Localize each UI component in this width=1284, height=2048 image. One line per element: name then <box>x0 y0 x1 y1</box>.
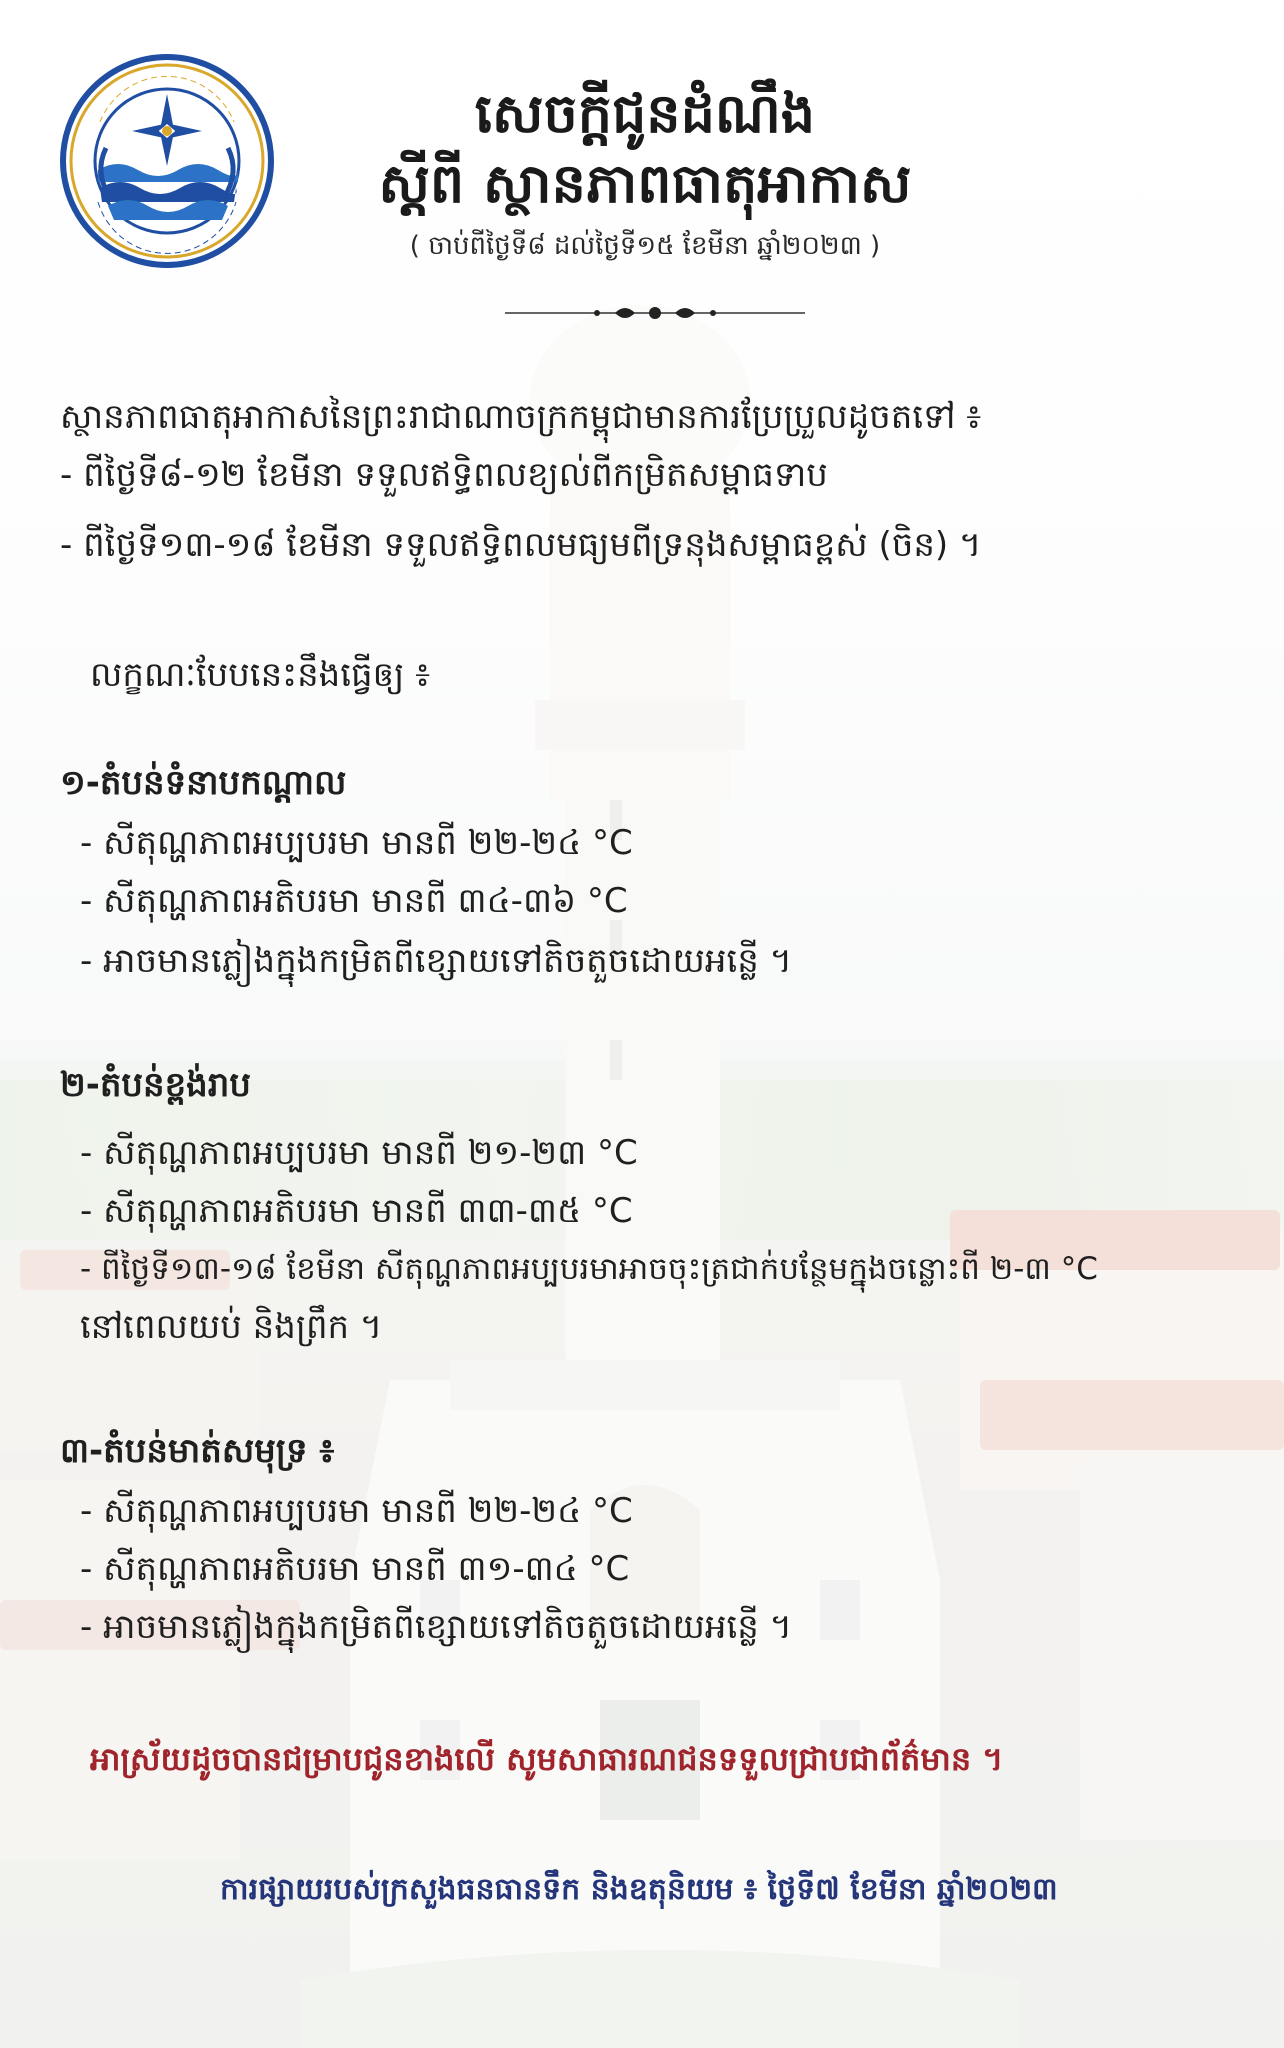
region-heading: ៣-តំបន់មាត់សមុទ្រ ៖ <box>60 1431 335 1471</box>
publication-footer: ការផ្សាយរបស់ក្រសួងធនធានទឹក និងឧតុនិយម ៖ ថ្ងៃទី៧ ខែមីនា ឆ្នាំ២០២៣ <box>220 1872 1058 1907</box>
region-item: - អាចមានភ្លៀងក្នុងកម្រិតពីខ្សោយទៅតិចតួចដោយអន្លើ ។ <box>80 941 793 981</box>
ministry-logo <box>58 52 276 270</box>
intro-line: លក្ខណៈបែបនេះនឹងធ្វើឲ្យ ៖ <box>90 655 431 695</box>
date-range: ( ចាប់ពីថ្ងៃទី៨ ដល់ថ្ងៃទី១៥ ខែមីនា ឆ្នាំ២០២៣ ) <box>409 231 881 261</box>
region-item: - សីតុណ្ហភាពអប្បបរមា មានពី ២១-២៣ °C <box>80 1133 638 1173</box>
region-item: - សីតុណ្ហភាពអតិបរមា មានពី ៣៤-៣៦ °C <box>80 881 628 921</box>
public-notice: អាស្រ័យដូចបានជម្រាបជូនខាងលើ សូមសាធារណជនទទួលជ្រាបជាព័ត៌មាន ។ <box>90 1740 1004 1778</box>
region-item: - សីតុណ្ហភាពអតិបរមា មានពី ៣១-៣៤ °C <box>80 1549 630 1589</box>
title-line1: សេចក្តីជូនដំណឹង <box>474 81 816 145</box>
region-item: - សីតុណ្ហភាពអប្បបរមា មានពី ២២-២៤ °C <box>80 823 633 863</box>
intro-line: - ពីថ្ងៃទី១៣-១៨ ខែមីនា ទទួលឥទ្ធិពលមធ្យមពីទ្រនុងសម្ពាធខ្ពស់ (ចិន) ។ <box>60 525 982 565</box>
region-item: - សីតុណ្ហភាពអតិបរមា មានពី ៣៣-៣៥ °C <box>80 1191 633 1231</box>
region-item: - សីតុណ្ហភាពអប្បបរមា មានពី ២២-២៤ °C <box>80 1491 633 1531</box>
title-line2: ស្តីពី ស្ថានភាពធាតុអាកាស <box>378 151 912 215</box>
region-item: - អាចមានភ្លៀងក្នុងកម្រិតពីខ្សោយទៅតិចតួចដោយអន្លើ ។ <box>80 1607 793 1647</box>
region-item: នៅពេលយប់ និងព្រឹក ។ <box>80 1307 383 1347</box>
region-heading: ១-តំបន់ទំនាបកណ្តាល <box>60 763 347 803</box>
ornament-divider <box>505 300 805 326</box>
region-heading: ២-តំបន់ខ្ពង់រាប <box>60 1065 251 1105</box>
intro-line: ស្ថានភាពធាតុអាកាសនៃព្រះរាជាណាចក្រកម្ពុជាមានការប្រែប្រួលដូចតទៅ ៖ <box>60 397 982 437</box>
region-item: - ពីថ្ងៃទី១៣-១៨ ខែមីនា សីតុណ្ហភាពអប្បបរមាអាចចុះត្រជាក់បន្ថែមក្នុងចន្លោះពី ២-៣ °C <box>80 1251 1098 1287</box>
intro-line: - ពីថ្ងៃទី៨-១២ ខែមីនា ទទួលឥទ្ធិពលខ្យល់ពីកម្រិតសម្ពាធទាប <box>60 455 828 495</box>
